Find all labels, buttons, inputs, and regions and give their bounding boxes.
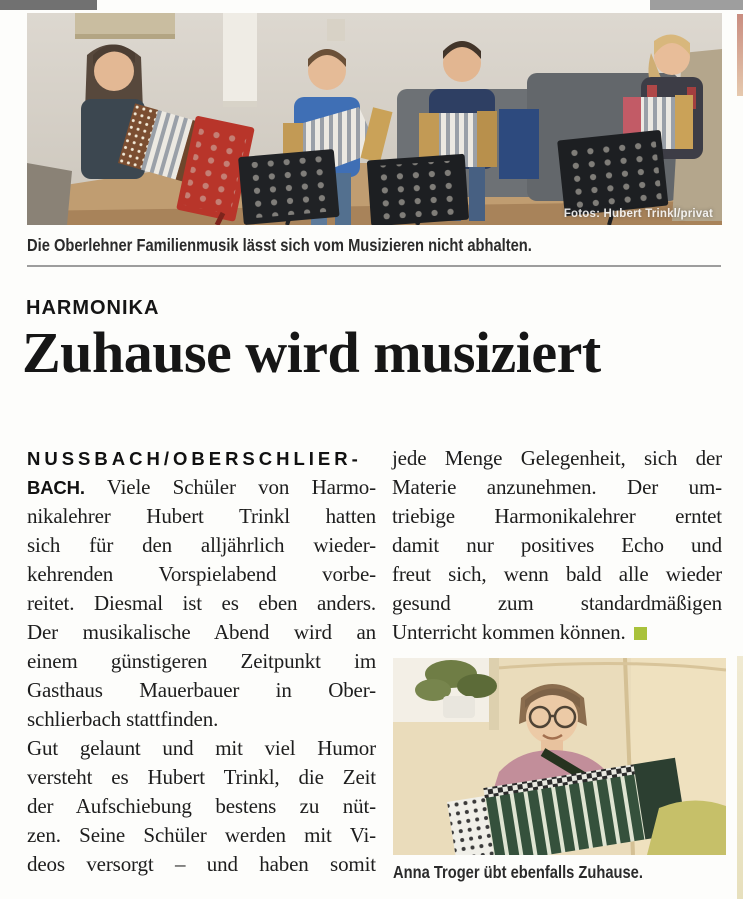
secondary-photo (393, 658, 726, 855)
main-photo-illustration (27, 13, 722, 225)
body-text-line: Der musikalische Abend wird an (27, 620, 376, 644)
body-text-line: schlierbach stattfinden. (27, 707, 219, 731)
body-text-line: damit nur positives Echo und (392, 533, 722, 557)
window-edge-bar-right (650, 0, 743, 10)
body-text-line: reitet. Diesmal ist es eben anders. (27, 591, 376, 615)
body-text-line: BACH. Viele Schüler von Harmo- (27, 475, 376, 499)
photo-credit: Fotos: Hubert Trinkl/privat (563, 208, 713, 220)
body-text-line: kehrenden Vorspielabend vorbe- (27, 562, 376, 586)
adjacent-page-sliver-top (737, 14, 743, 96)
article-column-left (27, 444, 376, 879)
music-stand-black-2 (367, 154, 469, 225)
secondary-photo-caption: Anna Troger übt ebenfalls Zuhause. (393, 862, 643, 882)
main-photo (27, 13, 722, 225)
adjacent-page-sliver-bottom (737, 656, 743, 899)
body-text-line: triebige Harmonikalehrer erntet (392, 504, 722, 528)
music-stand-black-1 (238, 149, 340, 225)
body-text-line: gesund zum standardmäßigen (392, 591, 722, 615)
main-photo-caption: Die Oberlehner Familienmusik lässt sich vom Musizieren nicht abhalten. (27, 235, 532, 255)
body-text-line: einem günstigeren Zeitpunkt im (27, 649, 376, 673)
body-text-line: der Aufschiebung bestens zu nüt- (27, 794, 376, 818)
divider-rule (27, 265, 721, 267)
article-end-marker (634, 627, 647, 640)
article-headline: Zuhause wird musiziert (22, 320, 601, 385)
green-pillow (647, 800, 726, 855)
window-edge-bar-left (0, 0, 97, 10)
article-kicker: HARMONIKA (26, 297, 160, 319)
body-text-line: freut sich, wenn bald alle wieder (392, 562, 722, 586)
body-text-line: Materie anzunehmen. Der um- (392, 475, 722, 499)
body-text-line: deos versorgt – und haben somit (27, 852, 376, 876)
body-text-line: Gasthaus Mauerbauer in Ober- (27, 678, 376, 702)
article-column-right (392, 444, 722, 647)
secondary-photo-illustration (393, 658, 726, 855)
body-text-line: nikalehrer Hubert Trinkl hatten (27, 504, 376, 528)
body-text-line: Gut gelaunt und mit viel Humor (27, 736, 376, 760)
body-text-line: NUSSBACH/OBERSCHLIER- (27, 448, 362, 469)
body-text-line: sich für den alljährlich wieder- (27, 533, 376, 557)
body-text-line: jede Menge Gelegenheit, sich der (392, 446, 722, 470)
body-text-line: Unterricht kommen können. (392, 618, 722, 647)
body-text-line: zen. Seine Schüler werden mit Vi- (27, 823, 376, 847)
body-text-line: versteht es Hubert Trinkl, die Zeit (27, 765, 376, 789)
